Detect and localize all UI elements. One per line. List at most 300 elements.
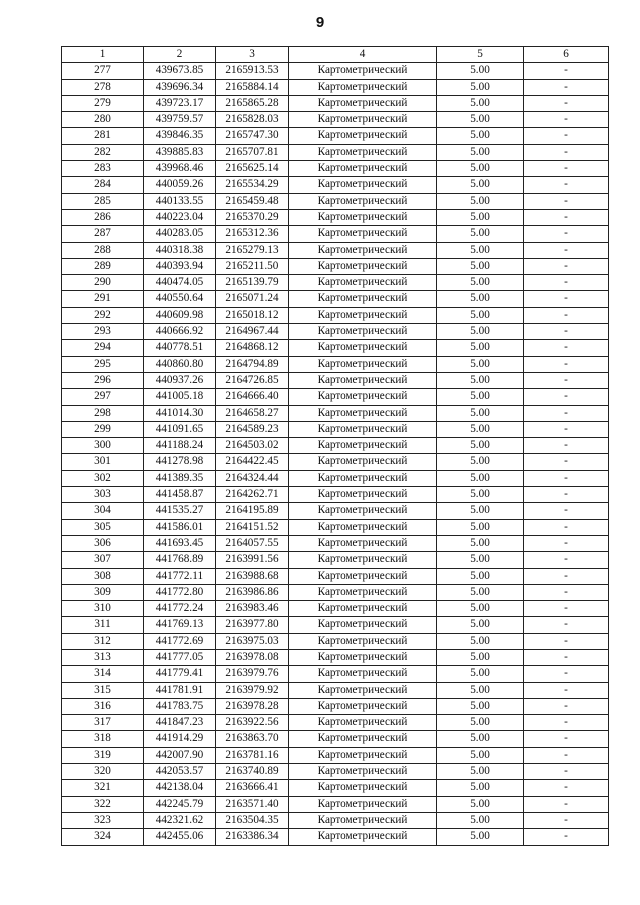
method-cell: Картометрический xyxy=(289,112,437,128)
method-cell: Картометрический xyxy=(289,617,437,633)
x-coordinate-cell: 441914.29 xyxy=(144,731,216,747)
x-coordinate-cell: 441772.11 xyxy=(144,568,216,584)
note-cell: - xyxy=(524,242,609,258)
method-cell: Картометрический xyxy=(289,568,437,584)
table-row xyxy=(62,601,609,617)
point-number-cell: 290 xyxy=(62,275,144,291)
point-number-cell: 319 xyxy=(62,747,144,763)
point-number-cell: 305 xyxy=(62,519,144,535)
accuracy-cell: 5.00 xyxy=(437,829,524,845)
table-row xyxy=(62,535,609,551)
method-cell: Картометрический xyxy=(289,340,437,356)
table-row xyxy=(62,193,609,209)
x-coordinate-cell: 442245.79 xyxy=(144,796,216,812)
y-coordinate-cell: 2164868.12 xyxy=(216,340,289,356)
point-number-cell: 301 xyxy=(62,454,144,470)
y-coordinate-cell: 2164794.89 xyxy=(216,356,289,372)
point-number-cell: 285 xyxy=(62,193,144,209)
method-cell: Картометрический xyxy=(289,405,437,421)
method-cell: Картометрический xyxy=(289,226,437,242)
x-coordinate-cell: 441768.89 xyxy=(144,552,216,568)
table-row xyxy=(62,161,609,177)
note-cell: - xyxy=(524,552,609,568)
page-number: 9 xyxy=(315,14,325,31)
method-cell: Картометрический xyxy=(289,715,437,731)
method-cell: Картометрический xyxy=(289,487,437,503)
x-coordinate-cell: 440550.64 xyxy=(144,291,216,307)
point-number-cell: 294 xyxy=(62,340,144,356)
y-coordinate-cell: 2164658.27 xyxy=(216,405,289,421)
point-number-cell: 278 xyxy=(62,79,144,95)
point-number-cell: 300 xyxy=(62,438,144,454)
y-coordinate-cell: 2165913.53 xyxy=(216,63,289,79)
table-row xyxy=(62,649,609,665)
point-number-cell: 320 xyxy=(62,764,144,780)
note-cell: - xyxy=(524,747,609,763)
x-coordinate-cell: 439846.35 xyxy=(144,128,216,144)
accuracy-cell: 5.00 xyxy=(437,356,524,372)
accuracy-cell: 5.00 xyxy=(437,617,524,633)
x-coordinate-cell: 440133.55 xyxy=(144,193,216,209)
table-row xyxy=(62,438,609,454)
note-cell: - xyxy=(524,438,609,454)
accuracy-cell: 5.00 xyxy=(437,649,524,665)
method-cell: Картометрический xyxy=(289,601,437,617)
method-cell: Картометрический xyxy=(289,649,437,665)
note-cell: - xyxy=(524,193,609,209)
y-coordinate-cell: 2163863.70 xyxy=(216,731,289,747)
y-coordinate-cell: 2163504.35 xyxy=(216,812,289,828)
x-coordinate-cell: 441278.98 xyxy=(144,454,216,470)
table-row xyxy=(62,731,609,747)
method-cell: Картометрический xyxy=(289,454,437,470)
column-header-5: 5 xyxy=(437,47,524,63)
point-number-cell: 279 xyxy=(62,95,144,111)
note-cell: - xyxy=(524,519,609,535)
note-cell: - xyxy=(524,764,609,780)
table-row xyxy=(62,503,609,519)
table-row xyxy=(62,666,609,682)
table-row xyxy=(62,79,609,95)
note-cell: - xyxy=(524,796,609,812)
table-row xyxy=(62,291,609,307)
x-coordinate-cell: 441389.35 xyxy=(144,470,216,486)
method-cell: Картометрический xyxy=(289,324,437,340)
y-coordinate-cell: 2165865.28 xyxy=(216,95,289,111)
table-row xyxy=(62,177,609,193)
x-coordinate-cell: 440666.92 xyxy=(144,324,216,340)
y-coordinate-cell: 2164422.45 xyxy=(216,454,289,470)
y-coordinate-cell: 2163991.56 xyxy=(216,552,289,568)
x-coordinate-cell: 442138.04 xyxy=(144,780,216,796)
point-number-cell: 324 xyxy=(62,829,144,845)
note-cell: - xyxy=(524,95,609,111)
accuracy-cell: 5.00 xyxy=(437,144,524,160)
accuracy-cell: 5.00 xyxy=(437,682,524,698)
x-coordinate-cell: 441847.23 xyxy=(144,715,216,731)
method-cell: Картометрический xyxy=(289,780,437,796)
y-coordinate-cell: 2165370.29 xyxy=(216,209,289,225)
accuracy-cell: 5.00 xyxy=(437,324,524,340)
y-coordinate-cell: 2164666.40 xyxy=(216,389,289,405)
method-cell: Картометрический xyxy=(289,307,437,323)
accuracy-cell: 5.00 xyxy=(437,519,524,535)
note-cell: - xyxy=(524,161,609,177)
x-coordinate-cell: 439759.57 xyxy=(144,112,216,128)
y-coordinate-cell: 2164967.44 xyxy=(216,324,289,340)
table-row xyxy=(62,389,609,405)
accuracy-cell: 5.00 xyxy=(437,63,524,79)
table-row xyxy=(62,617,609,633)
point-number-cell: 303 xyxy=(62,487,144,503)
table-row xyxy=(62,796,609,812)
method-cell: Картометрический xyxy=(289,633,437,649)
y-coordinate-cell: 2164057.55 xyxy=(216,535,289,551)
y-coordinate-cell: 2165312.36 xyxy=(216,226,289,242)
note-cell: - xyxy=(524,226,609,242)
table-body xyxy=(62,63,609,845)
y-coordinate-cell: 2163983.46 xyxy=(216,601,289,617)
table-row xyxy=(62,454,609,470)
accuracy-cell: 5.00 xyxy=(437,780,524,796)
point-number-cell: 316 xyxy=(62,698,144,714)
table-row xyxy=(62,552,609,568)
note-cell: - xyxy=(524,177,609,193)
table-row xyxy=(62,275,609,291)
table-row xyxy=(62,372,609,388)
x-coordinate-cell: 441772.24 xyxy=(144,601,216,617)
note-cell: - xyxy=(524,601,609,617)
note-cell: - xyxy=(524,503,609,519)
table-row xyxy=(62,112,609,128)
table-row xyxy=(62,764,609,780)
method-cell: Картометрический xyxy=(289,829,437,845)
y-coordinate-cell: 2165534.29 xyxy=(216,177,289,193)
y-coordinate-cell: 2165884.14 xyxy=(216,79,289,95)
note-cell: - xyxy=(524,405,609,421)
method-cell: Картометрический xyxy=(289,470,437,486)
method-cell: Картометрический xyxy=(289,63,437,79)
method-cell: Картометрический xyxy=(289,421,437,437)
method-cell: Картометрический xyxy=(289,258,437,274)
y-coordinate-cell: 2163988.68 xyxy=(216,568,289,584)
y-coordinate-cell: 2163979.92 xyxy=(216,682,289,698)
note-cell: - xyxy=(524,421,609,437)
table-row xyxy=(62,63,609,79)
method-cell: Картометрический xyxy=(289,747,437,763)
table-row xyxy=(62,747,609,763)
accuracy-cell: 5.00 xyxy=(437,584,524,600)
point-number-cell: 281 xyxy=(62,128,144,144)
point-number-cell: 302 xyxy=(62,470,144,486)
accuracy-cell: 5.00 xyxy=(437,226,524,242)
method-cell: Картометрический xyxy=(289,144,437,160)
y-coordinate-cell: 2163978.28 xyxy=(216,698,289,714)
note-cell: - xyxy=(524,324,609,340)
accuracy-cell: 5.00 xyxy=(437,470,524,486)
y-coordinate-cell: 2163977.80 xyxy=(216,617,289,633)
table-row xyxy=(62,519,609,535)
x-coordinate-cell: 440474.05 xyxy=(144,275,216,291)
x-coordinate-cell: 440318.38 xyxy=(144,242,216,258)
point-number-cell: 308 xyxy=(62,568,144,584)
table-row xyxy=(62,405,609,421)
table-row xyxy=(62,307,609,323)
table-row xyxy=(62,584,609,600)
note-cell: - xyxy=(524,144,609,160)
method-cell: Картометрический xyxy=(289,209,437,225)
accuracy-cell: 5.00 xyxy=(437,79,524,95)
table-row xyxy=(62,633,609,649)
point-number-cell: 283 xyxy=(62,161,144,177)
point-number-cell: 282 xyxy=(62,144,144,160)
note-cell: - xyxy=(524,633,609,649)
method-cell: Картометрический xyxy=(289,275,437,291)
point-number-cell: 288 xyxy=(62,242,144,258)
y-coordinate-cell: 2164726.85 xyxy=(216,372,289,388)
x-coordinate-cell: 439885.83 xyxy=(144,144,216,160)
point-number-cell: 311 xyxy=(62,617,144,633)
method-cell: Картометрический xyxy=(289,764,437,780)
point-number-cell: 315 xyxy=(62,682,144,698)
x-coordinate-cell: 441188.24 xyxy=(144,438,216,454)
table-row xyxy=(62,242,609,258)
note-cell: - xyxy=(524,340,609,356)
method-cell: Картометрический xyxy=(289,503,437,519)
accuracy-cell: 5.00 xyxy=(437,242,524,258)
note-cell: - xyxy=(524,470,609,486)
y-coordinate-cell: 2165139.79 xyxy=(216,275,289,291)
accuracy-cell: 5.00 xyxy=(437,161,524,177)
accuracy-cell: 5.00 xyxy=(437,128,524,144)
table-row xyxy=(62,682,609,698)
note-cell: - xyxy=(524,812,609,828)
table-row xyxy=(62,812,609,828)
table-row xyxy=(62,144,609,160)
method-cell: Картометрический xyxy=(289,812,437,828)
x-coordinate-cell: 441769.13 xyxy=(144,617,216,633)
accuracy-cell: 5.00 xyxy=(437,633,524,649)
note-cell: - xyxy=(524,682,609,698)
y-coordinate-cell: 2163740.89 xyxy=(216,764,289,780)
table-row xyxy=(62,568,609,584)
y-coordinate-cell: 2163986.86 xyxy=(216,584,289,600)
point-number-cell: 287 xyxy=(62,226,144,242)
point-number-cell: 307 xyxy=(62,552,144,568)
note-cell: - xyxy=(524,535,609,551)
point-number-cell: 309 xyxy=(62,584,144,600)
method-cell: Картометрический xyxy=(289,128,437,144)
x-coordinate-cell: 440860.80 xyxy=(144,356,216,372)
accuracy-cell: 5.00 xyxy=(437,438,524,454)
x-coordinate-cell: 441772.80 xyxy=(144,584,216,600)
x-coordinate-cell: 440393.94 xyxy=(144,258,216,274)
note-cell: - xyxy=(524,128,609,144)
note-cell: - xyxy=(524,63,609,79)
y-coordinate-cell: 2163781.16 xyxy=(216,747,289,763)
point-number-cell: 313 xyxy=(62,649,144,665)
note-cell: - xyxy=(524,568,609,584)
method-cell: Картометрический xyxy=(289,161,437,177)
accuracy-cell: 5.00 xyxy=(437,812,524,828)
point-number-cell: 314 xyxy=(62,666,144,682)
accuracy-cell: 5.00 xyxy=(437,796,524,812)
x-coordinate-cell: 442455.06 xyxy=(144,829,216,845)
note-cell: - xyxy=(524,356,609,372)
coordinates-table xyxy=(61,46,609,846)
accuracy-cell: 5.00 xyxy=(437,666,524,682)
x-coordinate-cell: 441781.91 xyxy=(144,682,216,698)
accuracy-cell: 5.00 xyxy=(437,340,524,356)
y-coordinate-cell: 2165071.24 xyxy=(216,291,289,307)
point-number-cell: 312 xyxy=(62,633,144,649)
accuracy-cell: 5.00 xyxy=(437,421,524,437)
point-number-cell: 310 xyxy=(62,601,144,617)
x-coordinate-cell: 439673.85 xyxy=(144,63,216,79)
table-row xyxy=(62,715,609,731)
x-coordinate-cell: 439696.34 xyxy=(144,79,216,95)
x-coordinate-cell: 440059.26 xyxy=(144,177,216,193)
point-number-cell: 322 xyxy=(62,796,144,812)
y-coordinate-cell: 2163922.56 xyxy=(216,715,289,731)
method-cell: Картометрический xyxy=(289,356,437,372)
note-cell: - xyxy=(524,829,609,845)
x-coordinate-cell: 440223.04 xyxy=(144,209,216,225)
x-coordinate-cell: 442053.57 xyxy=(144,764,216,780)
note-cell: - xyxy=(524,649,609,665)
method-cell: Картометрический xyxy=(289,731,437,747)
method-cell: Картометрический xyxy=(289,177,437,193)
point-number-cell: 298 xyxy=(62,405,144,421)
column-header-3: 3 xyxy=(216,47,289,63)
accuracy-cell: 5.00 xyxy=(437,535,524,551)
y-coordinate-cell: 2165279.13 xyxy=(216,242,289,258)
accuracy-cell: 5.00 xyxy=(437,487,524,503)
y-coordinate-cell: 2164324.44 xyxy=(216,470,289,486)
x-coordinate-cell: 440937.26 xyxy=(144,372,216,388)
y-coordinate-cell: 2163978.08 xyxy=(216,649,289,665)
x-coordinate-cell: 440609.98 xyxy=(144,307,216,323)
accuracy-cell: 5.00 xyxy=(437,95,524,111)
point-number-cell: 284 xyxy=(62,177,144,193)
accuracy-cell: 5.00 xyxy=(437,258,524,274)
method-cell: Картометрический xyxy=(289,682,437,698)
point-number-cell: 317 xyxy=(62,715,144,731)
x-coordinate-cell: 441014.30 xyxy=(144,405,216,421)
accuracy-cell: 5.00 xyxy=(437,193,524,209)
x-coordinate-cell: 439723.17 xyxy=(144,95,216,111)
accuracy-cell: 5.00 xyxy=(437,405,524,421)
method-cell: Картометрический xyxy=(289,552,437,568)
method-cell: Картометрический xyxy=(289,372,437,388)
method-cell: Картометрический xyxy=(289,291,437,307)
x-coordinate-cell: 441091.65 xyxy=(144,421,216,437)
accuracy-cell: 5.00 xyxy=(437,698,524,714)
method-cell: Картометрический xyxy=(289,438,437,454)
note-cell: - xyxy=(524,780,609,796)
note-cell: - xyxy=(524,666,609,682)
table-row xyxy=(62,829,609,845)
table-row xyxy=(62,340,609,356)
accuracy-cell: 5.00 xyxy=(437,764,524,780)
accuracy-cell: 5.00 xyxy=(437,568,524,584)
y-coordinate-cell: 2163571.40 xyxy=(216,796,289,812)
method-cell: Картометрический xyxy=(289,666,437,682)
column-header-2: 2 xyxy=(144,47,216,63)
x-coordinate-cell: 439968.46 xyxy=(144,161,216,177)
y-coordinate-cell: 2164589.23 xyxy=(216,421,289,437)
accuracy-cell: 5.00 xyxy=(437,389,524,405)
note-cell: - xyxy=(524,487,609,503)
method-cell: Картометрический xyxy=(289,95,437,111)
x-coordinate-cell: 440778.51 xyxy=(144,340,216,356)
x-coordinate-cell: 441586.01 xyxy=(144,519,216,535)
table-row xyxy=(62,470,609,486)
x-coordinate-cell: 441779.41 xyxy=(144,666,216,682)
point-number-cell: 299 xyxy=(62,421,144,437)
method-cell: Картометрический xyxy=(289,535,437,551)
accuracy-cell: 5.00 xyxy=(437,731,524,747)
method-cell: Картометрический xyxy=(289,519,437,535)
note-cell: - xyxy=(524,275,609,291)
note-cell: - xyxy=(524,617,609,633)
x-coordinate-cell: 440283.05 xyxy=(144,226,216,242)
method-cell: Картометрический xyxy=(289,584,437,600)
y-coordinate-cell: 2165828.03 xyxy=(216,112,289,128)
point-number-cell: 297 xyxy=(62,389,144,405)
table-row xyxy=(62,209,609,225)
y-coordinate-cell: 2165707.81 xyxy=(216,144,289,160)
y-coordinate-cell: 2165747.30 xyxy=(216,128,289,144)
point-number-cell: 318 xyxy=(62,731,144,747)
method-cell: Картометрический xyxy=(289,242,437,258)
note-cell: - xyxy=(524,79,609,95)
point-number-cell: 277 xyxy=(62,63,144,79)
point-number-cell: 286 xyxy=(62,209,144,225)
table-header-row xyxy=(62,47,609,63)
y-coordinate-cell: 2165211.50 xyxy=(216,258,289,274)
method-cell: Картометрический xyxy=(289,389,437,405)
accuracy-cell: 5.00 xyxy=(437,372,524,388)
table-row xyxy=(62,95,609,111)
column-header-4: 4 xyxy=(289,47,437,63)
y-coordinate-cell: 2163666.41 xyxy=(216,780,289,796)
note-cell: - xyxy=(524,715,609,731)
accuracy-cell: 5.00 xyxy=(437,291,524,307)
note-cell: - xyxy=(524,307,609,323)
accuracy-cell: 5.00 xyxy=(437,503,524,519)
point-number-cell: 306 xyxy=(62,535,144,551)
note-cell: - xyxy=(524,291,609,307)
table-row xyxy=(62,780,609,796)
accuracy-cell: 5.00 xyxy=(437,177,524,193)
x-coordinate-cell: 442321.62 xyxy=(144,812,216,828)
accuracy-cell: 5.00 xyxy=(437,715,524,731)
x-coordinate-cell: 441458.87 xyxy=(144,487,216,503)
method-cell: Картометрический xyxy=(289,796,437,812)
method-cell: Картометрический xyxy=(289,698,437,714)
table-row xyxy=(62,226,609,242)
note-cell: - xyxy=(524,258,609,274)
table-row xyxy=(62,324,609,340)
x-coordinate-cell: 441772.69 xyxy=(144,633,216,649)
accuracy-cell: 5.00 xyxy=(437,552,524,568)
table-row xyxy=(62,258,609,274)
y-coordinate-cell: 2165018.12 xyxy=(216,307,289,323)
x-coordinate-cell: 441693.45 xyxy=(144,535,216,551)
x-coordinate-cell: 441777.05 xyxy=(144,649,216,665)
note-cell: - xyxy=(524,731,609,747)
